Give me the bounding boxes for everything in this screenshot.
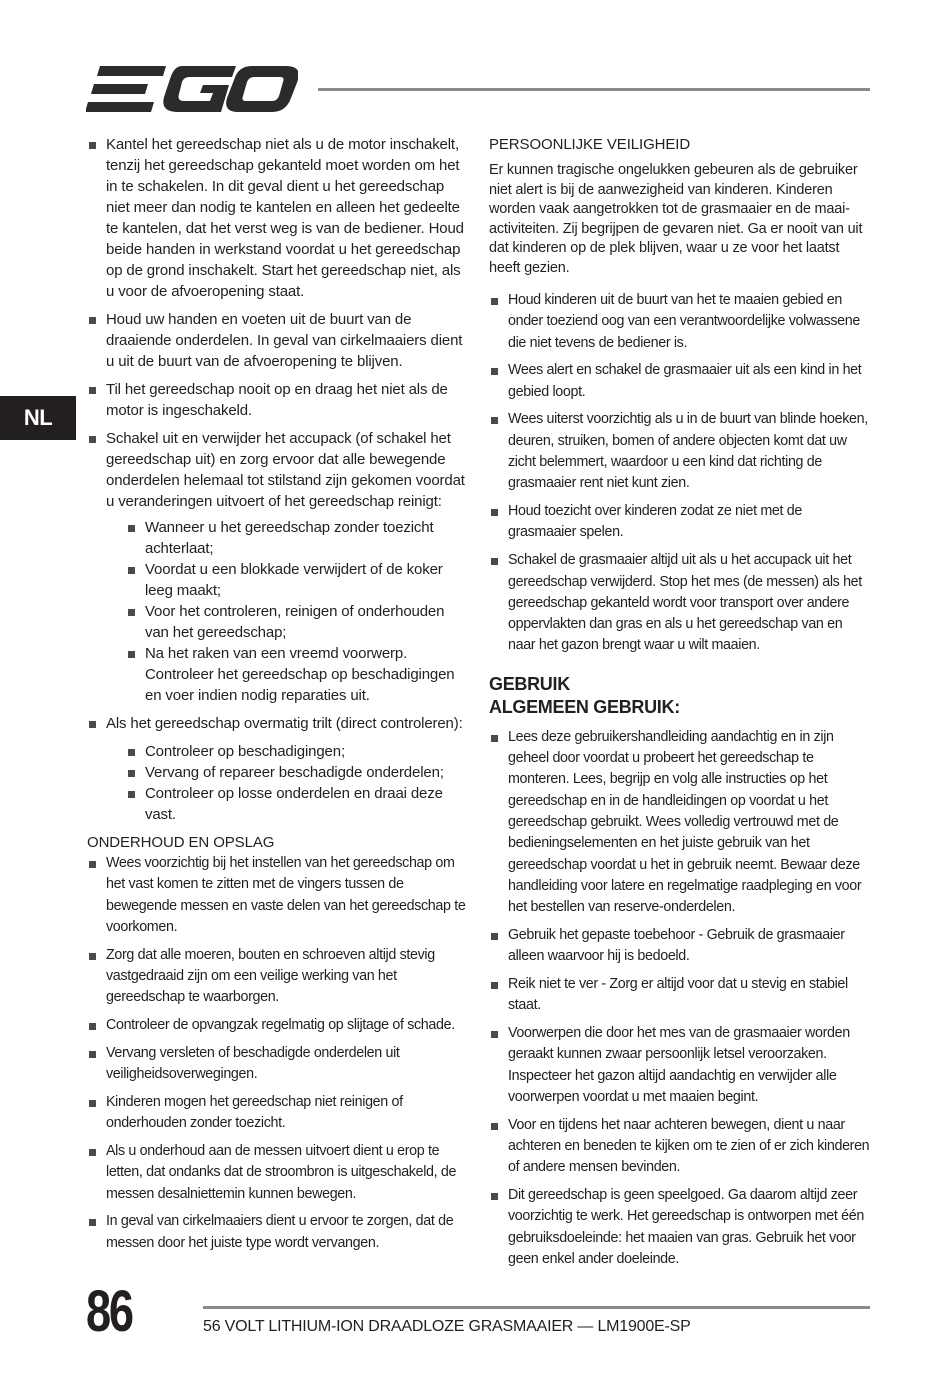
list-item: Vervang versleten of beschadigde onderdelen uit veiligheidsoverwegingen. [87, 1043, 467, 1086]
sub-list-item: Na het raken van een vreemd voorwerp. Controleer het gereedschap op beschadigingen en voer indien nodig reparaties uit. [126, 643, 467, 706]
list-item: Voorwerpen die door het mes van de grasmaaier worden geraakt kunnen zwaar persoonlijk letsel veroorzaken. Inspecteer het gazon altijd aandachtig en verwijder alle voorwerpen voordat u met maaien begint. [489, 1023, 873, 1108]
maintenance-list [87, 853, 467, 1254]
list-item: In geval van cirkelmaaiers dient u ervoor te zorgen, dat de messen door het juiste type wordt vervangen. [87, 1211, 467, 1254]
list-item-text: Schakel uit en verwijder het accupack (of schakel het gereedschap uit) en zorg ervoor dat alle bewegende onderdelen helemaal tot stilstand zijn gekomen voordat u veranderingen uitvoert of het gereedschap reinigt: [106, 430, 465, 510]
list-item: Reik niet te ver - Zorg er altijd voor dat u stevig en stabiel staat. [489, 974, 873, 1017]
page-number: 86 [86, 1279, 132, 1344]
sub-list-item: Wanneer u het gereedschap zonder toezicht achterlaat; [126, 517, 467, 559]
list-item: Schakel de grasmaaier altijd uit als u het accupack uit het gereedschap verwijderd. Stop het mes (de messen) als het gereedschap gekanteld wordt voor transport over andere oppervlakten dan gras en als u het gereedschap van en naar het gazon brengt waar u wilt maaien. [489, 550, 873, 656]
sub-list-item: Vervang of repareer beschadigde onderdelen; [126, 762, 467, 783]
list-item: Houd uw handen en voeten uit de buurt van de draaiende onderdelen. In geval van cirkelmaaiers dient u uit de buurt van de afvoeropening te blijven. [87, 309, 467, 372]
sub-list [126, 741, 467, 825]
list-item [87, 713, 467, 825]
list-item: Kantel het gereedschap niet als u de motor inschakelt, tenzij het gereedschap gekanteld moet worden om het in te schakelen. In dit geval dient u het gereedschap niet meer dan nodig te kantelen en alleen het gedeelte te kantelen, dat het verst weg is van de bediener. Houd beide handen in werkstand voordat u het gereedschap op de grond inschakelt. Start het gereedschap niet, als u voor de afvoeropening staat. [87, 134, 467, 302]
personal-safety-intro: Er kunnen tragische ongelukken gebeuren als de gebruiker niet alert is bij de aanwezigheid van kinderen. Kinderen worden vaak aangetrokken tot de grasmaaier en de maai-activiteiten. Zij begrijpen de gevaren niet. Ga er nooit van uit dat kinderen op de plek blijven, waar u ze voor het laatst heeft gezien. [489, 162, 863, 276]
list-item: Als u onderhoud aan de messen uitvoert dient u erop te letten, dat ondanks dat de stroombron is uitgeschakeld, de messen desalniettemin kunnen bewegen. [87, 1141, 467, 1205]
list-item: Controleer de opvangzak regelmatig op slijtage of schade. [87, 1015, 467, 1036]
sub-list [126, 517, 467, 706]
right-column [489, 134, 873, 1277]
list-item: Houd toezicht over kinderen zodat ze niet met de grasmaaier spelen. [489, 501, 873, 544]
personal-safety-list [489, 290, 873, 657]
list-item: Gebruik het gepaste toebehoor - Gebruik de grasmaaier alleen waarvoor hij is bedoeld. [489, 925, 873, 968]
list-item: Wees uiterst voorzichtig als u in de buurt van blinde hoeken, deuren, struiken, bomen of andere objecten komt dat uw zicht belemmert, waardoor u een kind dat richting de grasmaaier rent niet kunt zien. [489, 409, 873, 494]
list-item: Kinderen mogen het gereedschap niet reinigen of onderhouden zonder toezicht. [87, 1092, 467, 1135]
header-divider [318, 88, 870, 91]
list-item: Wees voorzichtig bij het instellen van het gereedschap om het vast komen te zitten met de vingers tussen de bewegende messen en vaste delen van het gereedschap te voorkomen. [87, 853, 467, 938]
footer-divider [203, 1306, 870, 1309]
safety-list [87, 134, 467, 825]
sub-list-item: Voor het controleren, reinigen of onderhouden van het gereedschap; [126, 601, 467, 643]
left-column [87, 134, 467, 1261]
list-item: Houd kinderen uit de buurt van het te maaien gebied en onder toeziend oog van een verantwoordelijke volwassene die niet tevens de bediener is. [489, 290, 873, 354]
list-item: Zorg dat alle moeren, bouten en schroeven altijd stevig vastgedraaid zijn om een veilige werking van het gereedschap te waarborgen. [87, 945, 467, 1009]
sub-list-item: Controleer op losse onderdelen en draai deze vast. [126, 783, 467, 825]
sub-list-item: Voordat u een blokkade verwijdert of de koker leeg maakt; [126, 559, 467, 601]
ego-logo [86, 64, 298, 114]
list-item: Dit gereedschap is geen speelgoed. Ga daarom altijd zeer voorzichtig te werk. Het gereedschap is ontworpen met één gebruiksdoeleinde: het maaien van gras. Gebruik het voor geen enkel ander doeleinde. [489, 1185, 873, 1270]
list-item: Lees deze gebruikershandleiding aandachtig en in zijn geheel door voordat u probeert het gereedschap te monteren. Lees, begrijp en volg alle instructies op het gereedschap en in de handleidingen op voordat u het gereedschap gebruikt. Wees volledig vertrouwd met de bedieningselementen en het juiste gebruik van het gereedschap voordat u het in gebruik neemt. Bewaar deze handleiding voor latere en regelmatige raadpleging en voor het bestellen van reserve-onderdelen. [489, 727, 873, 919]
list-item: Voor en tijdens het naar achteren bewegen, dient u naar achteren en beneden te kijken om te zien of er zich kinderen of andere mensen bevinden. [489, 1115, 873, 1179]
footer-product-title: 56 VOLT LITHIUM-ION DRAADLOZE GRASMAAIER — LM1900E-SP [203, 1318, 691, 1335]
general-use-list [489, 727, 873, 1271]
language-tab: NL [0, 396, 76, 440]
maintenance-heading: ONDERHOUD EN OPSLAG [87, 834, 275, 851]
general-use-heading: ALGEMEEN GEBRUIK: [489, 696, 680, 717]
list-item [87, 428, 467, 706]
list-item: Til het gereedschap nooit op en draag het niet als de motor is ingeschakeld. [87, 379, 467, 421]
sub-list-item: Controleer op beschadigingen; [126, 741, 467, 762]
personal-safety-heading: PERSOONLIJKE VEILIGHEID [489, 136, 691, 153]
list-item: Wees alert en schakel de grasmaaier uit als een kind in het gebied loopt. [489, 360, 873, 403]
use-heading: GEBRUIK [489, 673, 570, 694]
list-item-text: Als het gereedschap overmatig trilt (direct controleren): [106, 715, 463, 732]
